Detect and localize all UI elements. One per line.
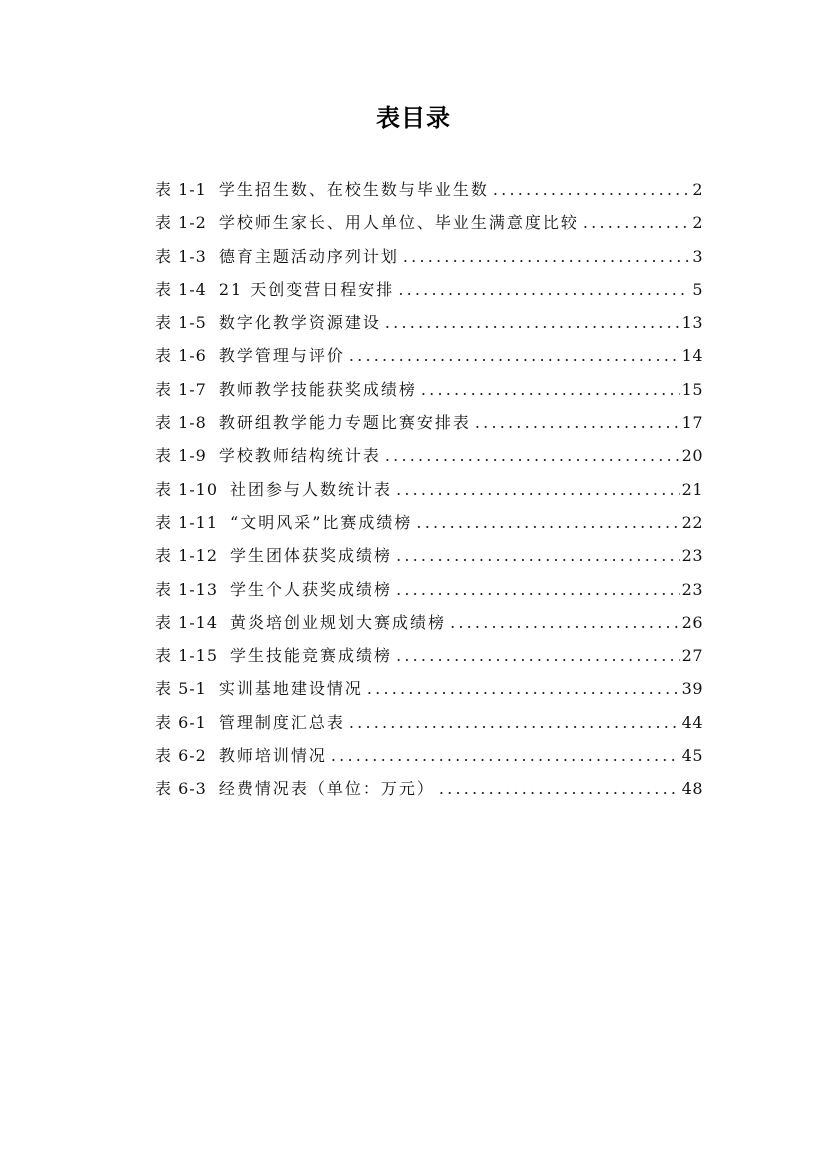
toc-entry-page: 48 — [681, 779, 703, 799]
toc-entry[interactable] — [155, 406, 703, 439]
toc-entry-number: 表 1-10 — [155, 479, 219, 499]
toc-entry-number: 表 1-7 — [155, 379, 207, 399]
toc-entry-number: 表 6-2 — [155, 746, 207, 766]
toc-entry[interactable] — [155, 639, 703, 672]
toc-dot-leader — [403, 240, 690, 273]
toc-entry-title: 教师培训情况 — [218, 746, 327, 766]
toc-entry-page: 3 — [692, 246, 703, 266]
toc-entry[interactable] — [155, 606, 703, 639]
toc-entry[interactable] — [155, 539, 703, 572]
toc-dot-leader — [385, 439, 680, 472]
toc-dot-leader — [349, 706, 680, 739]
toc-entry-title: 社团参与人数统计表 — [230, 479, 393, 499]
toc-entry-page: 39 — [681, 679, 703, 699]
toc-entry-title: 学生技能竞赛成绩榜 — [230, 646, 393, 666]
toc-entry-page: 27 — [681, 646, 703, 666]
toc-entry-title: “文明风采”比赛成绩榜 — [230, 512, 413, 532]
page-title: 表目录 — [376, 104, 451, 132]
toc-entry[interactable] — [155, 206, 703, 239]
toc-entry-title: 黄炎培创业规划大赛成绩榜 — [230, 612, 447, 632]
toc-dot-leader — [385, 306, 680, 339]
toc-entry-page: 20 — [681, 446, 703, 466]
toc-entry-number: 表 1-6 — [155, 346, 207, 366]
toc-entry-page: 5 — [692, 279, 703, 299]
toc-entry[interactable] — [155, 506, 703, 539]
toc-entry-number: 表 5-1 — [155, 679, 207, 699]
toc-entry-title: 实训基地建设情况 — [218, 679, 363, 699]
toc-entry-number: 表 1-13 — [155, 579, 219, 599]
toc-dot-leader — [396, 539, 680, 572]
toc-entry-page: 14 — [681, 346, 703, 366]
toc-entry-number: 表 1-4 — [155, 279, 207, 299]
toc-entry-title: 教研组教学能力专题比赛安排表 — [218, 413, 471, 433]
toc-dot-leader — [493, 173, 690, 206]
toc-entry-number: 表 1-9 — [155, 446, 207, 466]
toc-dot-leader — [331, 739, 680, 772]
toc-entry[interactable] — [155, 273, 703, 306]
toc-entry-number: 表 1-5 — [155, 313, 207, 333]
toc-entry-page: 44 — [681, 712, 703, 732]
toc-entry-title: 德育主题活动序列计划 — [218, 246, 399, 266]
toc-dot-leader — [450, 606, 680, 639]
toc-entry[interactable] — [155, 473, 703, 506]
toc-dot-leader — [367, 672, 680, 705]
toc-entry-title: 学生招生数、在校生数与毕业生数 — [218, 180, 489, 199]
toc-entry-title: 教学管理与评价 — [218, 346, 345, 366]
toc-entry-title: 学生团体获奖成绩榜 — [230, 546, 393, 566]
toc-entry[interactable] — [155, 173, 703, 206]
toc-entry[interactable] — [155, 240, 703, 273]
toc-entry-title: 学校教师结构统计表 — [218, 446, 381, 466]
toc-entry-number: 表 1-14 — [155, 612, 219, 632]
toc-entry-title: 数字化教学资源建设 — [218, 313, 381, 333]
toc-entry-page: 2 — [692, 180, 703, 199]
toc-dot-leader — [416, 506, 679, 539]
toc-entry-title: 学生个人获奖成绩榜 — [230, 579, 393, 599]
toc-entry-number: 表 1-8 — [155, 413, 207, 433]
toc-dot-leader — [396, 473, 680, 506]
toc-dot-leader — [583, 206, 690, 239]
toc-entry-title: 21 天创变营日程安排 — [218, 279, 395, 299]
toc-entry[interactable] — [155, 439, 703, 472]
toc-entry-number: 表 6-1 — [155, 712, 207, 732]
toc-entry[interactable] — [155, 672, 703, 705]
toc-dot-leader — [439, 772, 680, 805]
toc-entry-page: 22 — [681, 512, 703, 532]
toc-entry-number: 表 1-12 — [155, 546, 219, 566]
toc-dot-leader — [421, 373, 680, 406]
toc-dot-leader — [396, 573, 680, 606]
toc-entry-number: 表 1-3 — [155, 246, 207, 266]
table-of-contents — [155, 173, 703, 806]
toc-entry[interactable] — [155, 706, 703, 739]
toc-entry-number: 表 1-2 — [155, 213, 207, 233]
toc-dot-leader — [475, 406, 680, 439]
toc-entry-number: 表 6-3 — [155, 779, 207, 799]
toc-entry[interactable] — [155, 772, 703, 805]
toc-entry-title: 学校师生家长、用人单位、毕业生满意度比较 — [218, 213, 579, 233]
toc-entry[interactable] — [155, 373, 703, 406]
toc-entry-number: 表 1-11 — [155, 512, 219, 532]
toc-entry-title: 管理制度汇总表 — [218, 712, 345, 732]
toc-entry-page: 17 — [681, 413, 703, 433]
toc-entry-page: 45 — [681, 746, 703, 766]
toc-dot-leader — [349, 339, 680, 372]
toc-entry-number: 表 1-1 — [155, 180, 207, 199]
toc-entry-title: 教师教学技能获奖成绩榜 — [218, 379, 417, 399]
toc-entry-page: 23 — [681, 579, 703, 599]
toc-entry-page: 21 — [681, 479, 703, 499]
toc-entry-page: 2 — [692, 213, 703, 233]
toc-entry[interactable] — [155, 739, 703, 772]
toc-entry-number: 表 1-15 — [155, 646, 219, 666]
toc-entry[interactable] — [155, 306, 703, 339]
toc-entry[interactable] — [155, 573, 703, 606]
toc-entry-title: 经费情况表（单位：万元） — [218, 779, 435, 799]
toc-dot-leader — [398, 273, 690, 306]
toc-entry-page: 23 — [681, 546, 703, 566]
toc-dot-leader — [396, 639, 680, 672]
toc-entry-page: 13 — [681, 313, 703, 333]
toc-entry-page: 26 — [681, 612, 703, 632]
toc-entry[interactable] — [155, 339, 703, 372]
toc-entry-page: 15 — [681, 379, 703, 399]
